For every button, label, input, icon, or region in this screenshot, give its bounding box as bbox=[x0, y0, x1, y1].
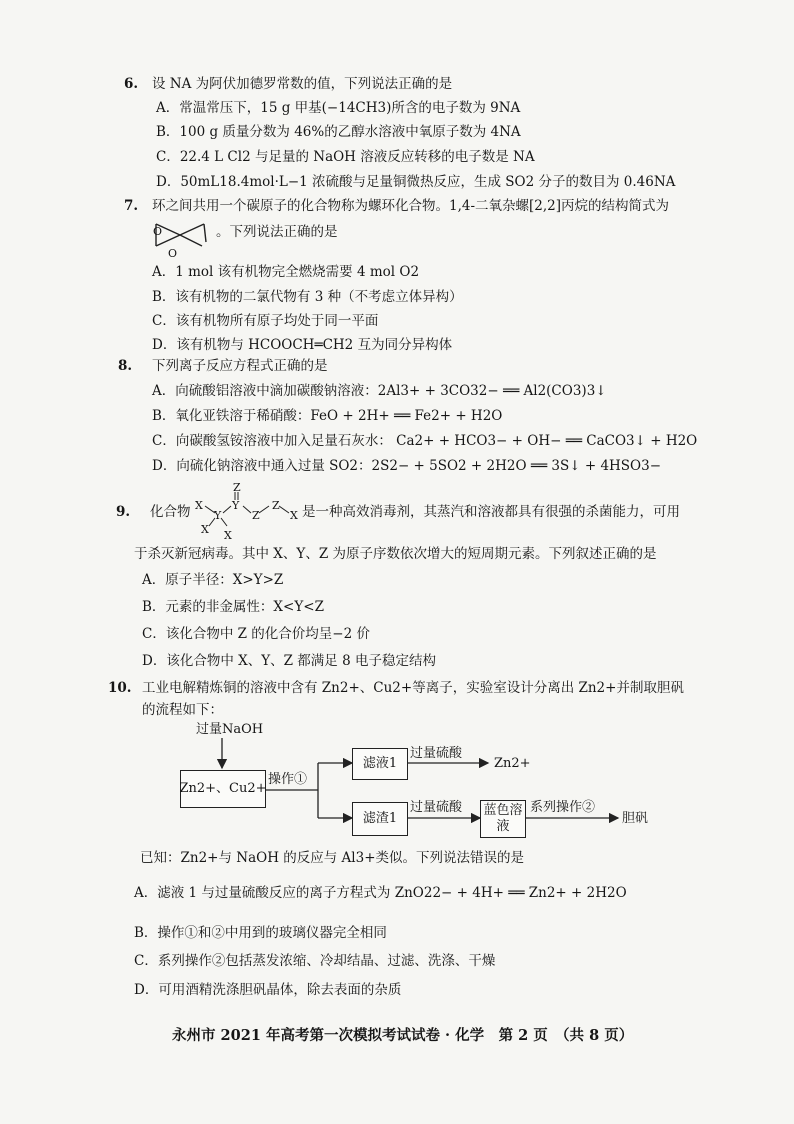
q9-stem-suffix: 是一种高效消毒剂，其蒸汽和溶液都具有很强的杀菌能力，可用 bbox=[302, 504, 680, 520]
q6-option-c: C．22.4 L Cl2 与足量的 NaOH 溶液反应转移的电子数是 NA bbox=[156, 149, 535, 165]
q9-atom-z2: Z bbox=[272, 499, 280, 512]
q9-stem-prefix: 化合物 bbox=[150, 504, 191, 520]
page-footer: 永州市 2021 年高考第一次模拟考试试卷 · 化学 第 2 页 （共 8 页） bbox=[172, 1027, 634, 1044]
spiro-atom-o-bottom: O bbox=[168, 247, 178, 260]
q9-atom-z1: Z bbox=[252, 509, 260, 522]
q8-number: 8. bbox=[118, 358, 133, 374]
q6-number: 6. bbox=[124, 76, 139, 92]
q8-option-d: D．向硫化钠溶液中通入过量 SO2：2S2− + 5SO2 + 2H2O ══ 3S↓ + 4HSO3− bbox=[152, 458, 662, 474]
q9-atom-x1: X bbox=[195, 499, 203, 512]
q10-option-d: D．可用酒精洗涤胆矾晶体，除去表面的杂质 bbox=[134, 982, 402, 998]
q8-option-c: C．向碳酸氢铵溶液中加入足量石灰水： Ca2+ + HCO3− + OH− ══ CaCO3↓ + H2O bbox=[152, 433, 698, 449]
q10-known: 已知：Zn2+与 NaOH 的反应与 Al3+类似。下列说法错误的是 bbox=[140, 850, 525, 866]
flow-box-blue-solution: 蓝色溶液 bbox=[480, 800, 526, 838]
q7-stem: 环之间共用一个碳原子的化合物称为螺环化合物。1,4-二氧杂螺[2,2]丙烷的结构简式为 bbox=[152, 198, 670, 214]
q6-stem: 设 NA 为阿伏加德罗常数的值，下列说法正确的是 bbox=[152, 76, 453, 92]
q7-option-d: D．该有机物与 HCOOCH═CH2 互为同分异构体 bbox=[152, 337, 453, 353]
q9-option-d: D．该化合物中 X、Y、Z 都满足 8 电子稳定结构 bbox=[142, 653, 436, 669]
flow-label-acid1: 过量硫酸 bbox=[410, 746, 463, 761]
q10-option-a: A．滤液 1 与过量硫酸反应的离子方程式为 ZnO22− + 4H+ ══ Zn2+ + 2H2O bbox=[134, 885, 627, 901]
q6-option-b: B．100 g 质量分数为 46%的乙醇水溶液中氧原子数为 4NA bbox=[156, 124, 521, 140]
flow-label-acid2: 过量硫酸 bbox=[410, 800, 463, 815]
q9-stem-continued: 于杀灭新冠病毒。其中 X、Y、Z 为原子序数依次增大的短周期元素。下列叙述正确的是 bbox=[134, 546, 657, 562]
flow-box-filtrate: 滤液1 bbox=[352, 748, 408, 780]
q7-option-b: B．该有机物的二氯代物有 3 种（不考虑立体异构） bbox=[152, 289, 463, 305]
q10-option-c: C．系列操作②包括蒸发浓缩、冷却结晶、过滤、洗涤、干燥 bbox=[134, 953, 496, 969]
q8-option-a: A．向硫酸铝溶液中滴加碳酸钠溶液：2Al3+ + 3CO32− ══ Al2(CO3)3↓ bbox=[152, 383, 607, 399]
flow-label-op1: 操作① bbox=[268, 772, 308, 787]
q8-stem: 下列离子反应方程式正确的是 bbox=[152, 358, 328, 374]
q9-number: 9. bbox=[116, 504, 131, 520]
q7-number: 7. bbox=[124, 198, 139, 214]
q7-option-c: C．该有机物所有原子均处于同一平面 bbox=[152, 313, 379, 329]
q8-option-b: B．氧化亚铁溶于稀硝酸：FeO + 2H+ ══ Fe2+ + H2O bbox=[152, 408, 503, 424]
q10-stem-continued: 的流程如下： bbox=[142, 702, 223, 718]
q9-atom-x2: X bbox=[290, 509, 298, 522]
flow-product-final: 胆矾 bbox=[622, 811, 649, 826]
q10-number: 10. bbox=[108, 680, 132, 696]
flow-box-residue: 滤渣1 bbox=[352, 802, 408, 836]
q7-option-a: A．1 mol 该有机物完全燃烧需要 4 mol O2 bbox=[152, 264, 420, 280]
flow-product-zn: Zn2+ bbox=[494, 756, 531, 771]
q10-option-b: B．操作①和②中用到的玻璃仪器完全相同 bbox=[134, 925, 387, 941]
q7-stem-continued: 。下列说法正确的是 bbox=[216, 224, 338, 240]
q9-atom-x4: X bbox=[224, 529, 232, 542]
q9-option-b: B．元素的非金属性：X<Y<Z bbox=[142, 599, 324, 615]
q9-atom-z-top: Z bbox=[233, 481, 241, 494]
q9-option-a: A．原子半径：X>Y>Z bbox=[142, 572, 284, 588]
q9-atom-y2: Y bbox=[232, 499, 240, 512]
q6-option-a: A．常温常压下，15 g 甲基(−14CH3)所含的电子数为 9NA bbox=[156, 100, 521, 116]
q9-atom-x3: X bbox=[201, 523, 209, 536]
spiro-atom-o-left: O bbox=[153, 225, 163, 238]
flow-box-start: Zn2+、Cu2+ bbox=[180, 770, 266, 808]
flow-reagent-naoh: 过量NaOH bbox=[196, 722, 264, 737]
q9-option-c: C．该化合物中 Z 的化合价均呈−2 价 bbox=[142, 626, 370, 642]
flow-label-op2: 系列操作② bbox=[530, 800, 596, 815]
q10-stem: 工业电解精炼铜的溶液中含有 Zn2+、Cu2+等离子，实验室设计分离出 Zn2+并制取胆矾 bbox=[142, 680, 684, 696]
q6-option-d: D．50mL18.4mol·L−1 浓硫酸与足量铜微热反应，生成 SO2 分子的数目为 0.46NA bbox=[156, 174, 676, 190]
q9-atom-y1: Y bbox=[214, 509, 222, 522]
